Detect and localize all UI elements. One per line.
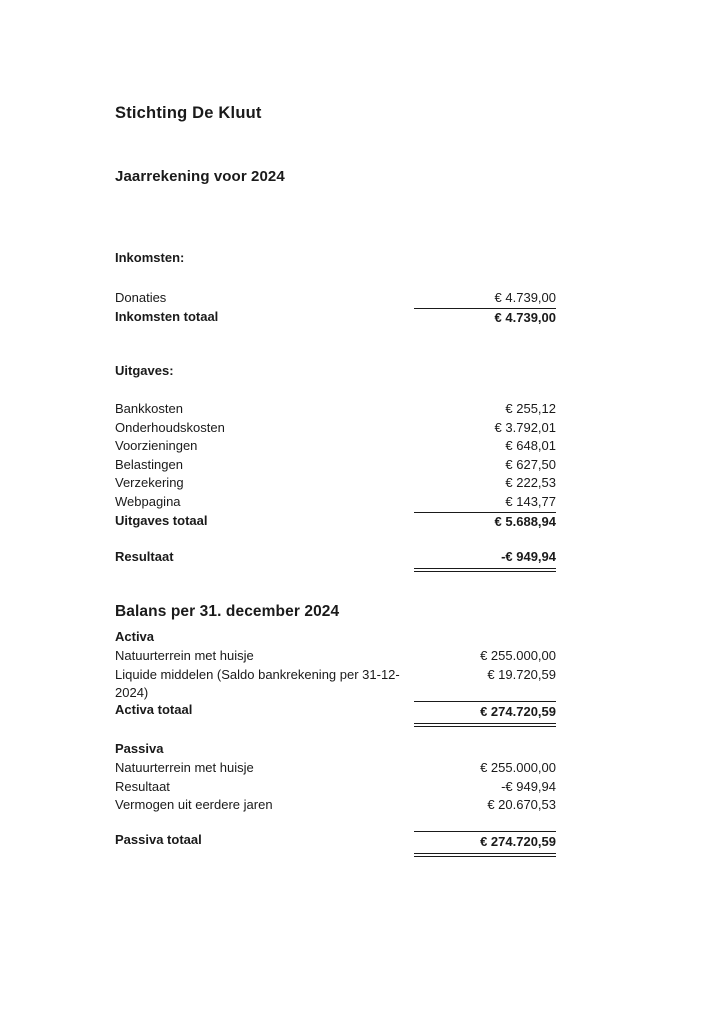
income-total-amount: € 4.739,00 [414,308,556,328]
expense-row-amount: € 255,12 [505,401,556,416]
income-total-label: Inkomsten totaal [115,308,219,324]
passiva-row-resultaat [115,778,556,797]
passiva-total-block [115,831,556,857]
income-total-row [115,308,556,328]
income-row-amount: € 4.739,00 [494,290,556,305]
page-title: Stichting De Kluut [115,104,262,122]
expense-row-label: Verzekering [115,475,184,491]
expense-row-label: Bankkosten [115,401,183,416]
income-section-header: Inkomsten: [115,250,185,265]
result-row [115,548,556,572]
expense-row-belastingen [115,456,556,475]
expense-row-verzekering [115,474,556,493]
activa-row-label: Natuurterrein met huisje [115,648,254,663]
passiva-row-amount: -€ 949,94 [501,778,556,794]
activa-total-amount: € 274.720,59 [414,701,556,727]
page-subtitle: Jaarrekening voor 2024 [115,168,285,185]
expenses-total-label: Uitgaves totaal [115,512,208,528]
expense-row-label: Webpagina [115,493,181,509]
activa-row-amount: € 19.720,59 [487,666,556,682]
activa-row-liquide-middelen [115,666,556,703]
activa-rows [115,647,556,703]
activa-row-amount: € 255.000,00 [480,648,556,663]
expense-row-amount: € 3.792,01 [494,419,556,435]
expense-row-amount: € 143,77 [505,493,556,509]
expense-row-amount: € 627,50 [505,456,556,472]
expense-row-onderhoudskosten [115,419,556,438]
expenses-rows [115,400,556,531]
expenses-section-header: Uitgaves: [115,363,174,378]
passiva-rows [115,759,556,815]
expense-row-amount: € 648,01 [505,438,556,454]
passiva-total-label: Passiva totaal [115,832,202,847]
expenses-total-amount: € 5.688,94 [414,512,556,532]
passiva-row-amount: € 20.670,53 [487,797,556,813]
expense-row-label: Onderhoudskosten [115,419,225,435]
balance-heading: Balans per 31. december 2024 [115,603,340,620]
income-row-label: Donaties [115,290,167,305]
passiva-row-vermogen [115,796,556,815]
activa-row-label: Liquide middelen (Saldo bankrekening per 31-12-2024) [115,666,400,701]
passiva-total-row [115,831,556,857]
passiva-row-natuurterrein [115,759,556,778]
expense-row-webpagina [115,493,556,512]
activa-header: Activa [115,629,155,644]
passiva-header: Passiva [115,741,164,756]
passiva-row-label: Vermogen uit eerdere jaren [115,797,273,813]
expenses-total-row [115,512,556,532]
passiva-row-label: Natuurterrein met huisje [115,760,254,775]
expense-row-amount: € 222,53 [505,475,556,491]
activa-row-natuurterrein [115,647,556,666]
income-row-donaties [115,289,556,308]
expense-row-label: Voorzieningen [115,438,198,454]
activa-total-label: Activa totaal [115,702,193,717]
result-amount: -€ 949,94 [414,548,556,572]
expense-row-voorzieningen [115,437,556,456]
passiva-row-amount: € 255.000,00 [480,760,556,775]
result-block [115,548,556,572]
result-label: Resultaat [115,549,174,564]
activa-total-row [115,701,556,727]
expense-row-label: Belastingen [115,456,183,472]
passiva-total-amount: € 274.720,59 [414,831,556,857]
passiva-row-label: Resultaat [115,778,170,794]
income-rows [115,289,556,327]
activa-total-block [115,701,556,727]
expense-row-bankkosten [115,400,556,419]
